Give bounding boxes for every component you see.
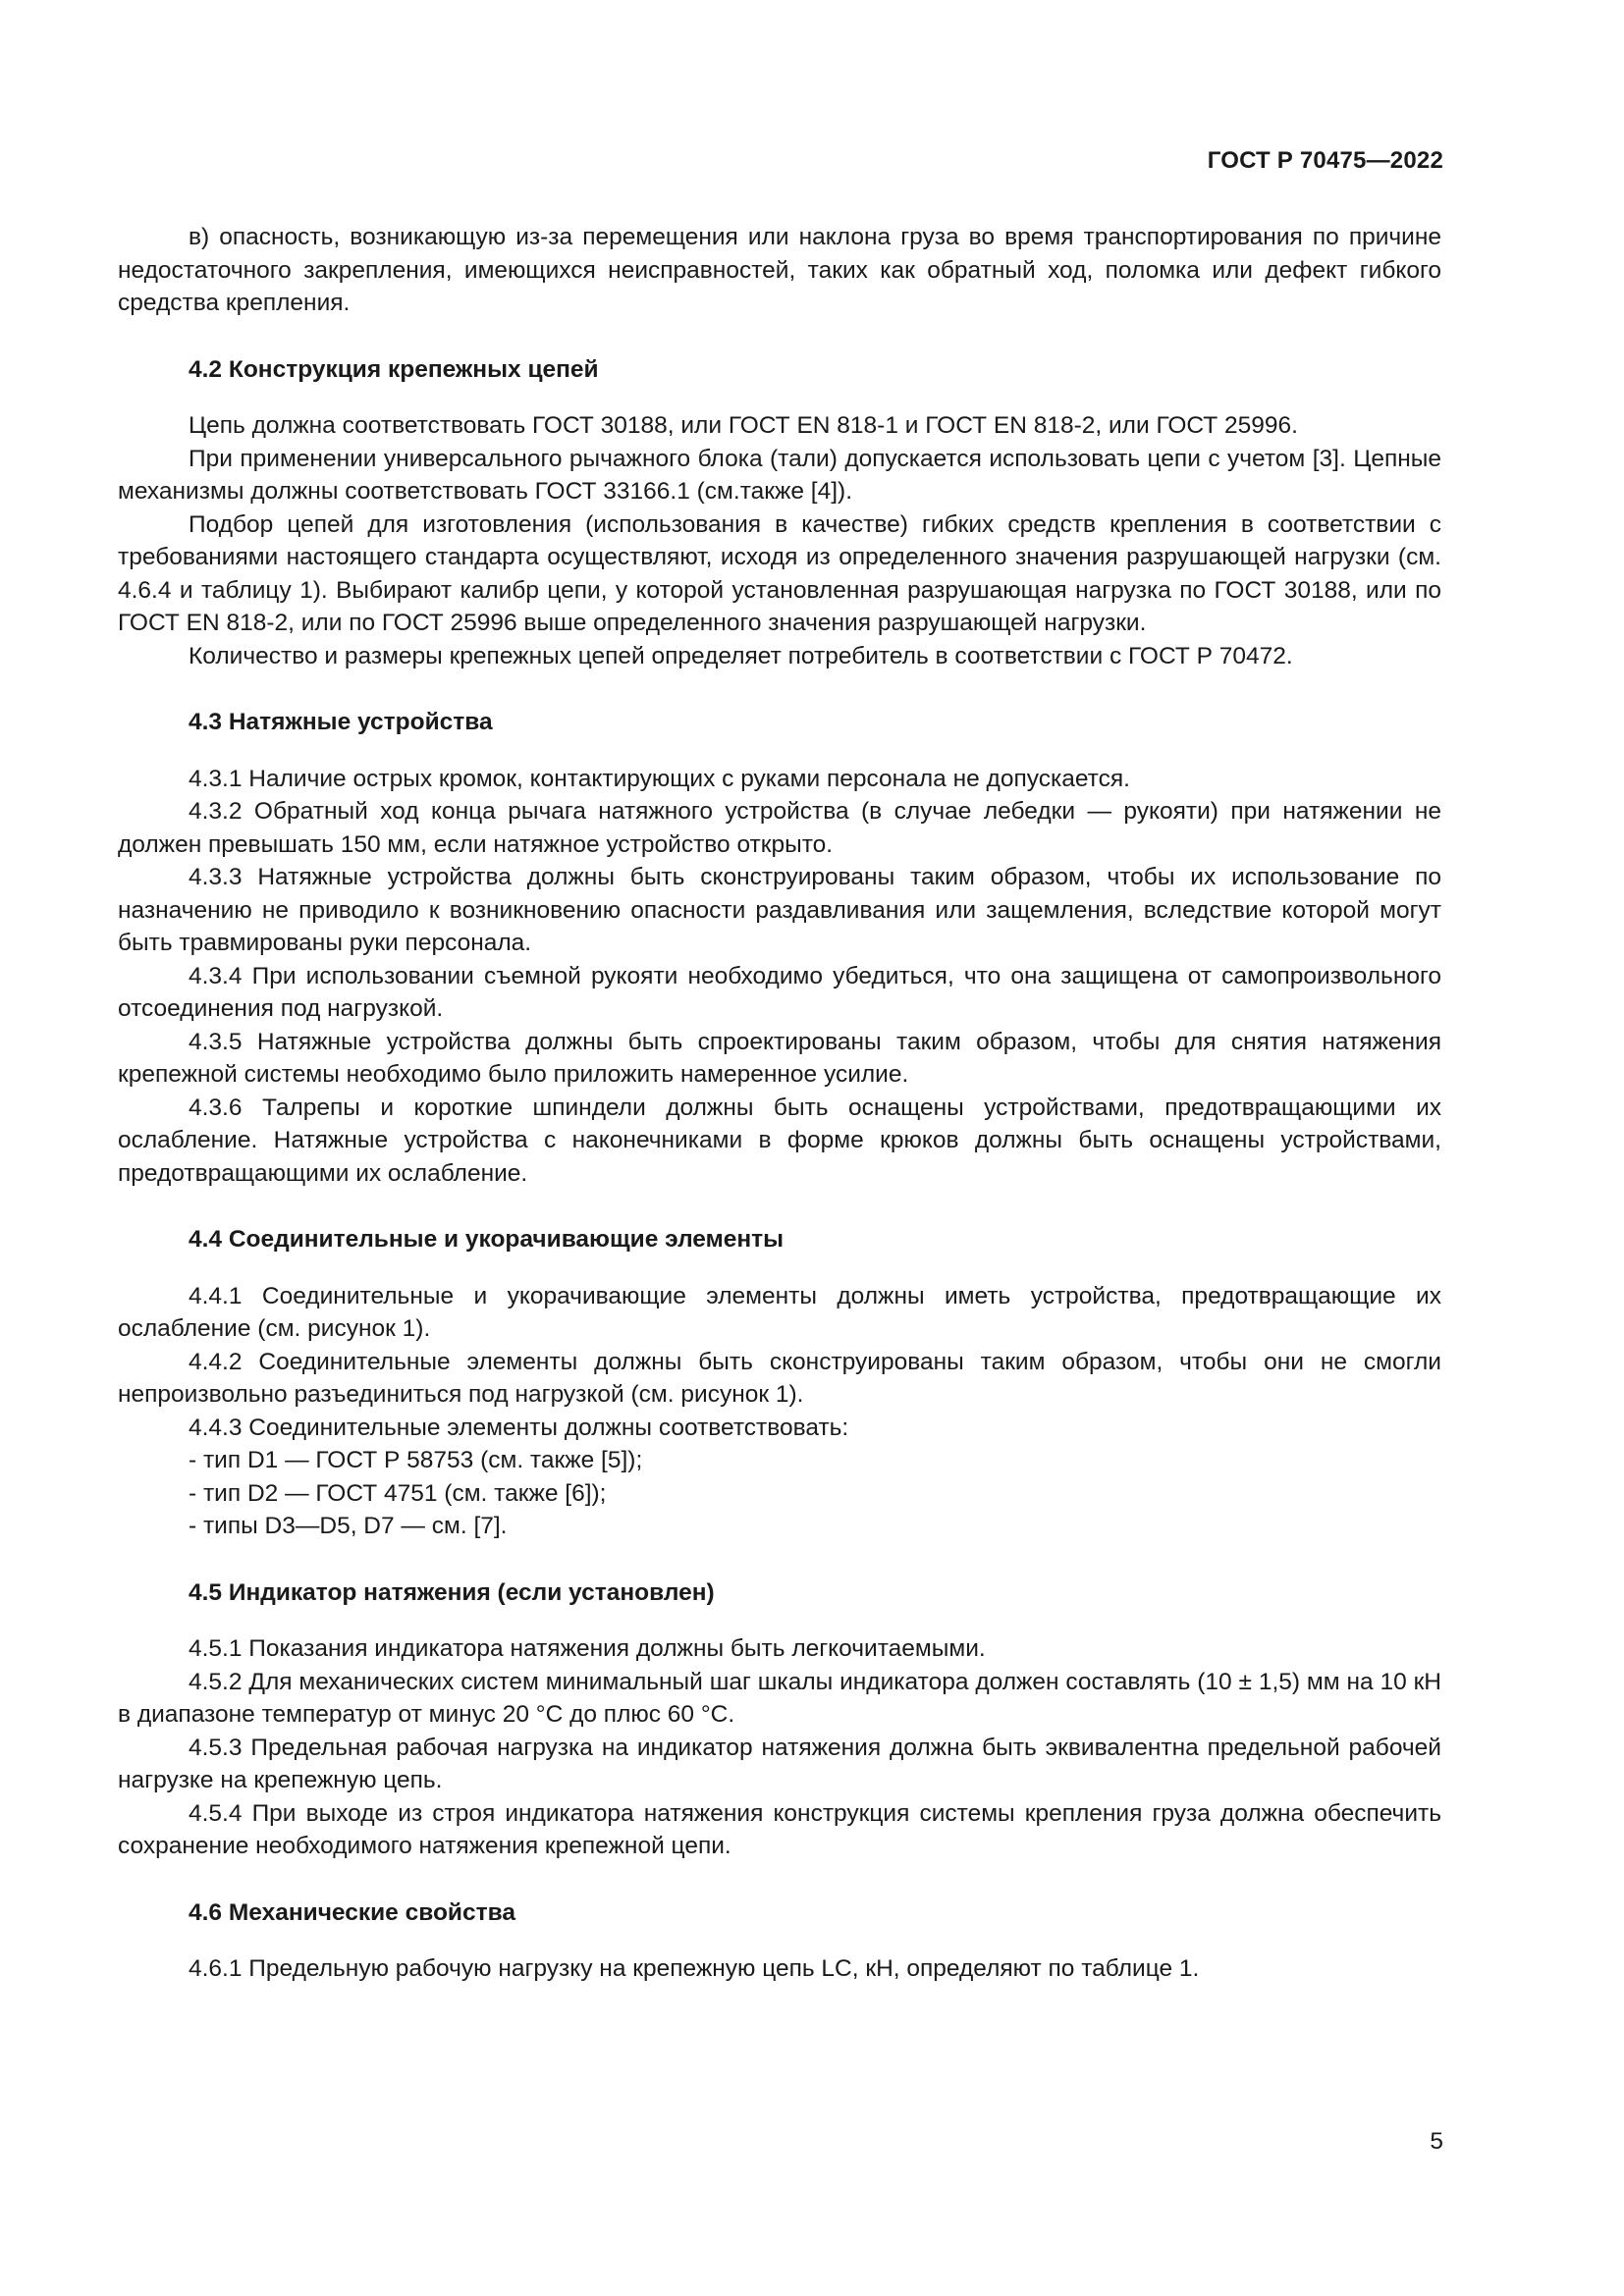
- section-heading-4-2: 4.2 Конструкция крепежных цепей: [189, 355, 599, 383]
- paragraph: 4.5.1 Показания индикатора натяжения должны быть легкочитаемыми.: [189, 1635, 986, 1662]
- paragraph: 4.3.2 Обратный ход конца рычага натяжного устройства (в случае лебедки — рукояти) при натяжении не должен превышать 150 мм, если натяжное устройство открыто.: [118, 798, 1441, 858]
- paragraph: Подбор цепей для изготовления (использования в качестве) гибких средств крепления в соответствии с требованиями настоящего стандарта осуществляют, исходя из определенного значения разрушающей нагрузки (см. 4.6.4 и таблицу 1). Выбирают калибр цепи, у которой установленная разрушающая нагрузка по ГОСТ 30188, или по ГОСТ EN 818-2, или по ГОСТ 25996 выше определенного значения разрушающей нагрузки.: [118, 510, 1441, 636]
- list-item: - тип D2 — ГОСТ 4751 (см. также [6]);: [189, 1479, 607, 1507]
- paragraph: 4.3.4 При использовании съемной рукояти необходимо убедиться, что она защищена от самопроизвольного отсоединения под нагрузкой.: [118, 962, 1441, 1022]
- paragraph: 4.4.2 Соединительные элементы должны быть сконструированы таким образом, чтобы они не смогли непроизвольно разъединиться под нагрузкой (см. рисунок 1).: [118, 1348, 1441, 1408]
- section-heading-4-4: 4.4 Соединительные и укорачивающие элементы: [189, 1226, 785, 1253]
- paragraph: 4.3.3 Натяжные устройства должны быть сконструированы таким образом, чтобы их использование по назначению не приводило к возникновению опасности раздавливания или защемления, вследствие которой могут быть травмированы руки персонала.: [118, 864, 1441, 956]
- paragraph: 4.3.5 Натяжные устройства должны быть спроектированы таким образом, чтобы для снятия натяжения крепежной системы необходимо было приложить намеренное усилие.: [118, 1028, 1441, 1088]
- document-designation: ГОСТ Р 70475—2022: [1207, 147, 1443, 174]
- list-item: - типы D3—D5, D7 — см. [7].: [189, 1513, 508, 1539]
- paragraph: 4.3.6 Талрепы и короткие шпиндели должны быть оснащены устройствами, предотвращающими их ослабление. Натяжные устройства с наконечниками в форме крюков должны быть оснащены устройствами, предотвращающими их ослабление.: [118, 1094, 1441, 1187]
- paragraph: 4.5.3 Предельная рабочая нагрузка на индикатор натяжения должна быть эквивалентна предельной рабочей нагрузке на крепежную цепь.: [118, 1734, 1441, 1793]
- paragraph: 4.4.3 Соединительные элементы должны соответствовать:: [189, 1414, 849, 1441]
- section-heading-4-5: 4.5 Индикатор натяжения (если установлен): [189, 1578, 715, 1606]
- paragraph: Цепь должна соответствовать ГОСТ 30188, или ГОСТ EN 818-1 и ГОСТ EN 818-2, или ГОСТ 25996.: [189, 412, 1298, 439]
- list-item: - тип D1 — ГОСТ Р 58753 (см. также [5]);: [189, 1447, 643, 1473]
- paragraph: 4.6.1 Предельную рабочую нагрузку на крепежную цепь LC, кН, определяют по таблице 1.: [189, 1955, 1200, 1982]
- paragraph: в) опасность, возникающую из-за перемещения или наклона груза во время транспортирования по причине недостаточного закрепления, имеющихся неисправностей, таких как обратный ход, поломка или дефект гибкого средства крепления.: [118, 224, 1441, 316]
- document-body: [118, 221, 1441, 1986]
- paragraph: 4.4.1 Соединительные и укорачивающие элементы должны иметь устройства, предотвращающие их ослабление (см. рисунок 1).: [118, 1282, 1441, 1342]
- paragraph: 4.5.2 Для механических систем минимальный шаг шкалы индикатора должен составлять (10 ± 1,5) мм на 10 кН в диапазоне температур от минус 20 °С до плюс 60 °С.: [118, 1668, 1441, 1728]
- paragraph: 4.3.1 Наличие острых кромок, контактирующих с руками персонала не допускается.: [189, 765, 1130, 792]
- paragraph: При применении универсального рычажного блока (тали) допускается использовать цепи с учетом [3]. Цепные механизмы должны соответствовать ГОСТ 33166.1 (см.также [4]).: [118, 445, 1441, 505]
- section-heading-4-6: 4.6 Механические свойства: [189, 1898, 515, 1926]
- paragraph: Количество и размеры крепежных цепей определяет потребитель в соответствии с ГОСТ Р 70472.: [189, 642, 1293, 669]
- paragraph: 4.5.4 При выходе из строя индикатора натяжения конструкция системы крепления груза должна обеспечить сохранение необходимого натяжения крепежной цепи.: [118, 1799, 1441, 1859]
- section-heading-4-3: 4.3 Натяжные устройства: [189, 709, 493, 735]
- page-number: 5: [1430, 2128, 1443, 2155]
